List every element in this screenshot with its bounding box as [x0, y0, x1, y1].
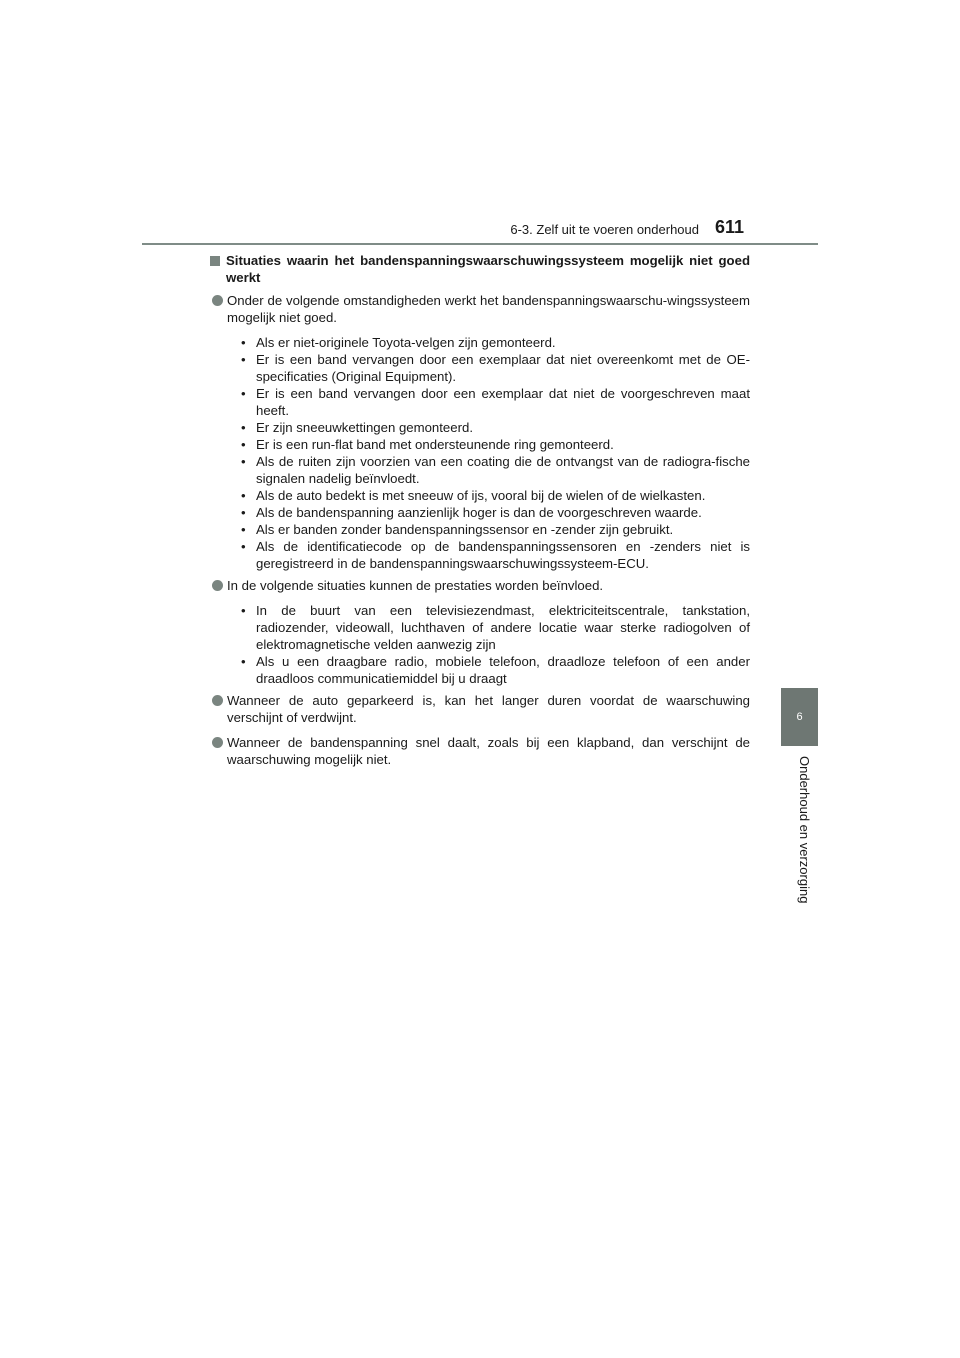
side-tab-top — [781, 246, 818, 688]
chapter-number: 6 — [796, 711, 803, 723]
list-item: • Als er niet-originele Toyota-velgen zijn gemonteerd. — [241, 335, 556, 350]
point-2-text: In de volgende situaties kunnen de prestaties worden beïnvloed. — [227, 578, 604, 593]
list-item: • Als de ruiten zijn voorzien van een coating die de ontvangst van de radiogra-fische signalen nadelig beïnvloedt. — [241, 454, 750, 486]
point-2 — [210, 577, 750, 594]
section-heading — [210, 252, 750, 286]
bullet-icon: • — [241, 539, 246, 554]
circle-bullet-icon — [212, 737, 223, 748]
circle-bullet-icon — [212, 580, 223, 591]
point-1 — [210, 292, 750, 326]
list-item: • Als u een draagbare radio, mobiele telefoon, draadloze telefoon of een ander draadloos communicatiemiddel bij u draagt — [241, 654, 750, 686]
bullet-icon: • — [241, 335, 246, 350]
chapter-label: Onderhoud en verzorging — [797, 756, 812, 904]
circle-bullet-icon — [212, 695, 223, 706]
point-3 — [210, 692, 750, 726]
list-item: • In de buurt van een televisiezendmast, elektriciteitscentrale, tankstation, radiozender, videowall, luchthaven of andere locatie waar sterke radiogolven of elektromagnetische velden aanwezig zijn — [241, 603, 750, 652]
bullet-icon: • — [241, 420, 246, 435]
point-3-text: Wanneer de auto geparkeerd is, kan het langer duren voordat de waarschuwing verschijnt of verdwijnt. — [227, 693, 750, 725]
list-item: • Er is een band vervangen door een exemplaar dat niet overeenkomt met de OE-specificaties (Original Equipment). — [241, 352, 750, 384]
point-4-text: Wanneer de bandenspanning snel daalt, zoals bij een klapband, dan verschijnt de waarschuwing mogelijk niet. — [227, 735, 750, 767]
header-section-title: 6-3. Zelf uit te voeren onderhoud — [510, 222, 699, 237]
list-item: • Er is een run-flat band met ondersteunende ring gemonteerd. — [241, 437, 614, 452]
square-bullet-icon — [210, 256, 220, 266]
point-1-text: Onder de volgende omstandigheden werkt het bandenspanningswaarschu-wingssysteem mogelijk niet goed. — [227, 293, 750, 325]
page-content — [210, 252, 750, 772]
section-heading-text: Situaties waarin het bandenspanningswaarschuwingssysteem mogelijk niet goed werkt — [226, 253, 750, 285]
list-item: • Als er banden zonder bandenspanningssensor en -zender zijn gebruikt. — [241, 522, 674, 537]
bullet-icon: • — [241, 603, 246, 618]
bullet-icon: • — [241, 654, 246, 669]
list-item: • Er is een band vervangen door een exemplaar dat niet de voorgeschreven maat heeft. — [241, 386, 750, 418]
circle-bullet-icon — [212, 295, 223, 306]
point-4 — [210, 734, 750, 768]
list-item: • Als de bandenspanning aanzienlijk hoger is dan de voorgeschreven waarde. — [241, 505, 702, 520]
point-1-list — [210, 334, 750, 572]
bullet-icon: • — [241, 505, 246, 520]
list-item: • Er zijn sneeuwkettingen gemonteerd. — [241, 420, 473, 435]
page-number: 611 — [715, 217, 745, 237]
list-item: • Als de auto bedekt is met sneeuw of ijs, vooral bij de wielen of de wielkasten. — [241, 488, 706, 503]
chapter-tab — [781, 688, 818, 746]
point-2-list — [210, 602, 750, 687]
list-item: • Als de identificatiecode op de bandenspanningssensoren en -zenders niet is geregistreerd in de bandenspanningswaarschuwingssysteem-ECU. — [241, 539, 750, 571]
bullet-icon: • — [241, 488, 246, 503]
bullet-icon: • — [241, 386, 246, 401]
bullet-icon: • — [241, 522, 246, 537]
bullet-icon: • — [241, 454, 246, 469]
header-rule — [142, 243, 818, 245]
bullet-icon: • — [241, 352, 246, 367]
bullet-icon: • — [241, 437, 246, 452]
